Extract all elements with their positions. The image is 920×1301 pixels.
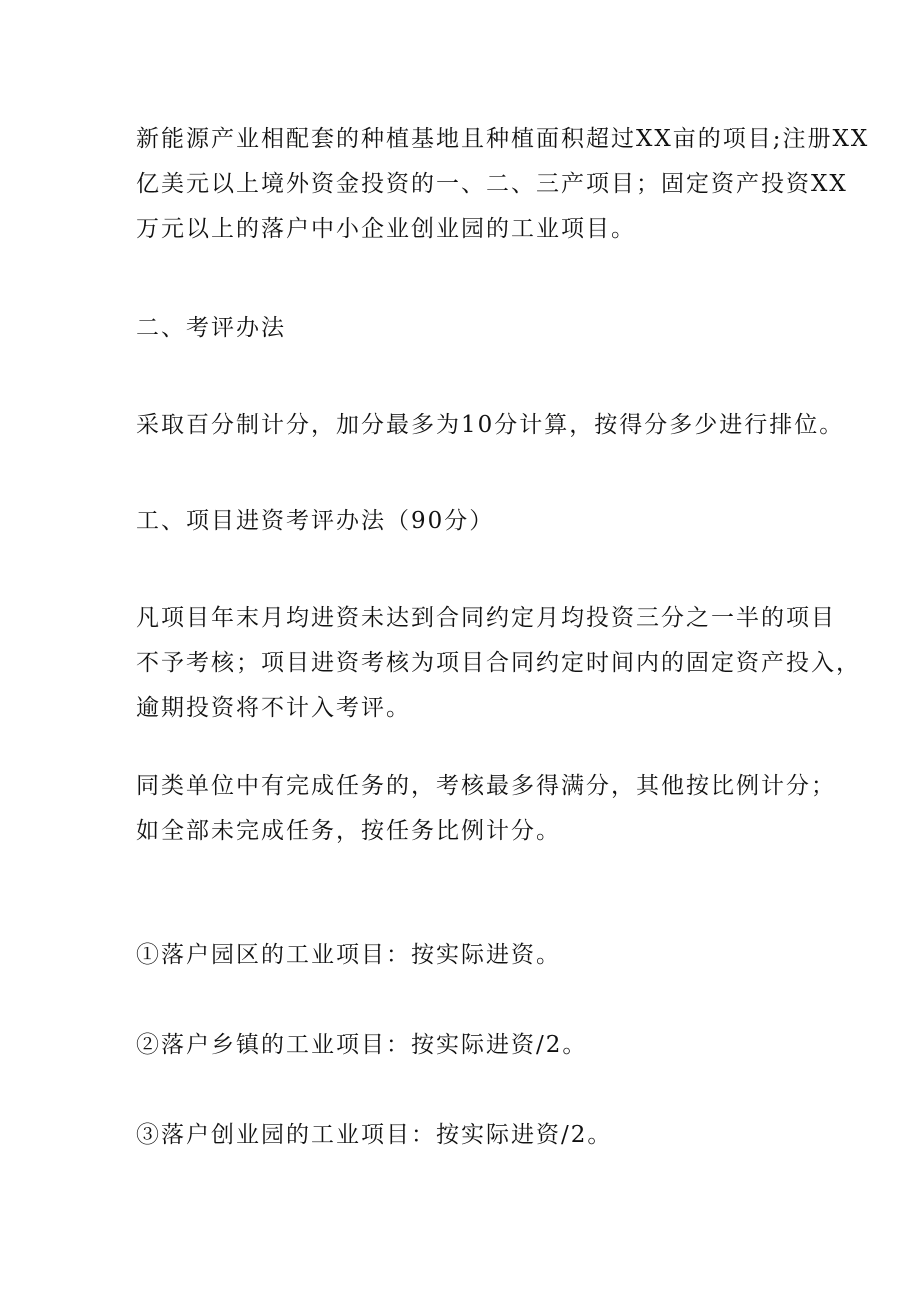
text-line: ②落户乡镇的工业项目：按实际进资/2。 <box>136 1032 588 1058</box>
text-line: 不予考核；项目进资考核为项目合同约定时间内的固定资产投入， <box>136 650 861 676</box>
text-line: 采取百分制计分，加分最多为10分计算，按得分多少进行排位。 <box>136 412 845 438</box>
paragraph-proportional-scoring <box>136 764 836 854</box>
list-item-startup-park-projects <box>136 1113 796 1158</box>
text-line: 万元以上的落户中小企业创业园的工业项目。 <box>136 216 636 242</box>
text-line: 亿美元以上境外资金投资的一、二、三产项目；固定资产投资XX <box>136 171 848 197</box>
text-line: ①落户园区的工业项目：按实际进资。 <box>136 942 561 968</box>
text-line: 如全部未完成任务，按任务比例计分。 <box>136 818 561 844</box>
text-line: 凡项目年末月均进资未达到合同约定月均投资三分之一半的项目 <box>136 605 836 631</box>
paragraph-project-scope <box>136 117 870 252</box>
text-line: 二、考评办法 <box>136 315 286 341</box>
paragraph-assessment-conditions <box>136 596 861 731</box>
text-line: ③落户创业园的工业项目：按实际进资/2。 <box>136 1122 613 1148</box>
section-heading-evaluation-method <box>136 306 796 351</box>
section-heading-investment-evaluation <box>136 499 796 544</box>
text-line: 同类单位中有完成任务的，考核最多得满分，其他按比例计分； <box>136 773 836 799</box>
list-item-park-projects <box>136 933 796 978</box>
list-item-township-projects <box>136 1023 796 1068</box>
text-line: 逾期投资将不计入考评。 <box>136 695 411 721</box>
paragraph-scoring-rule <box>136 403 845 448</box>
text-line: 新能源产业相配套的种植基地且种植面积超过XX亩的项目;注册XX <box>136 126 870 152</box>
text-line: 工、项目进资考评办法（90分） <box>136 508 495 534</box>
